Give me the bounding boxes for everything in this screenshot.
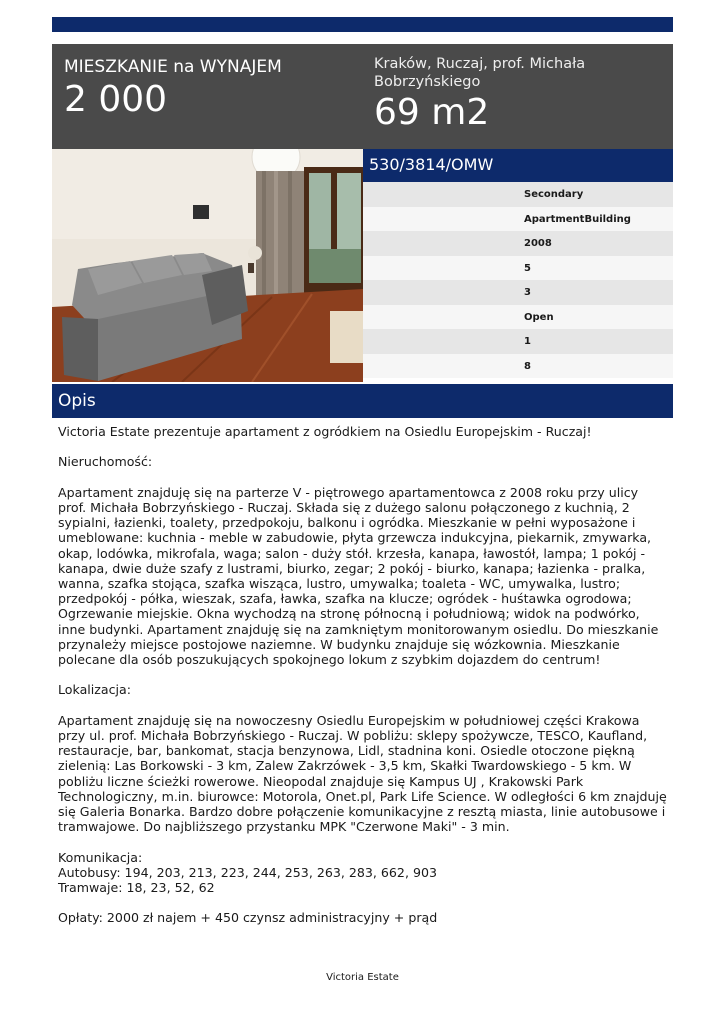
description <box>58 424 668 926</box>
offer-type: MIESZKANIE na WYNAJEM <box>64 57 282 77</box>
bus-lines: Autobusy: 194, 203, 213, 223, 244, 253, 263, 283, 662, 903 <box>58 864 437 880</box>
property-row <box>363 280 673 305</box>
property-value: 5 <box>524 262 531 274</box>
top-accent-bar <box>52 17 673 32</box>
description-intro: Victoria Estate prezentuje apartament z ogródkiem na Osiedlu Europejskim - Ruczaj! <box>58 424 592 439</box>
fees: Opłaty: 2000 zł najem + 450 czynsz administracyjny + prąd <box>58 910 438 926</box>
property-value: ApartmentBuilding <box>524 213 631 225</box>
property-value: 1 <box>524 336 531 347</box>
listing-header <box>52 44 673 149</box>
reference-bar <box>363 149 673 182</box>
location-block <box>374 55 664 133</box>
address: Kraków, Ruczaj, prof. Michała Bobrzyńskiego <box>374 56 586 90</box>
property-value: 2008 <box>524 238 552 249</box>
tram-lines: Tramwaje: 18, 23, 52, 62 <box>58 880 215 896</box>
offer-block <box>64 56 354 120</box>
property-row <box>363 354 673 379</box>
location-heading: Lokalizacja: <box>58 682 131 698</box>
price: 2 000 <box>64 79 168 120</box>
transport-heading: Komunikacja: <box>58 849 143 865</box>
footer-agency: Victoria Estate <box>326 972 399 983</box>
property-heading: Nieruchomość: <box>58 454 153 470</box>
description-section-bar <box>52 384 673 418</box>
reference-number: 530/3814/OMW <box>369 155 494 174</box>
property-value: Open <box>524 311 554 323</box>
property-row <box>363 305 673 330</box>
property-row <box>363 182 673 207</box>
property-row <box>363 207 673 232</box>
apartment-photo <box>52 149 363 382</box>
property-row <box>363 231 673 256</box>
property-row <box>363 256 673 281</box>
location-paragraph: Apartament znajduję się na nowoczesny Osiedlu Europejskim w południowej części Krakowa przy ul. prof. Michała Bobrzyńskiego - Ruczaj. W pobliżu: sklepy spożywcze, TESCO, Kaufland, restauracje, bar, bankomat, stacja benzynowa, Lidl, stadnina koni. Osiedle otoczone piękną zielenią: Las Borkowski - 3 km, Zalew Zakrzówek - 3,5 km, Skałki Twardowskiego - 5 km. W pobliżu liczne ścieżki rowerowe. Nieopodal znajduje się Kampus UJ , Krakowski Park Technologiczny, m.in. biurowce: Motorola, Onet.pl, Park Life Science. W odległości 6 km znajduję się Galeria Bonarka. Bardzo dobre połączenie komunikacyjne z resztą miasta, linie autobusowe i tramwajowe. Do najbliższego przystanku MPK "Czerwone Maki" - 3 min. <box>58 712 667 835</box>
property-value: Secondary <box>524 189 584 200</box>
property-table <box>363 182 673 378</box>
property-paragraph: Apartament znajduję się na parterze V - piętrowego apartamentowca z 2008 roku przy ulicy prof. Michała Bobrzyńskiego - Ruczaj. Składa się z dużego salonu połączonego z kuchnią, 2 sypialni, łazienki, toalety, przedpokoju, balkonu i ogródka. Mieszkanie w pełni wyposażone i umeblowane: kuchnia - meble w zabudowie, płyta grzewcza indukcyjna, piekarnik, zmywarka, okap, lodówka, mikrofala, waga; salon - duży stół. krzesła, kanapa, ławostół, lampa; 1 pokój - kanapa, dwie duże szafy z lustrami, biurko, zegar; 2 pokój - biurko, kanapa; łazienka - pralka, wanna, szafka stojąca, szafka wisząca, lustro, umywalka; toaleta - WC, umywalka, lustro; przedpokój - półka, wieszak, szafa, ławka, szafka na klucze; ogródek - huśtawka ogrodowa; Ogrzewanie miejskie. Okna wychodzą na stronę północną i południową; widok na podwórko, inne budynki. Apartament znajduję się na zamkniętym monitorowanym osiedlu. Do mieszkanie przynależy miejsce postojowe naziemne. W budynku znajduje się wózkownia. Mieszkanie polecane dla osób poszukujących spokojnego lokum z szybkim dojazdem do centrum! <box>58 484 659 668</box>
living-room-image <box>52 149 363 382</box>
property-value: 3 <box>524 287 531 298</box>
property-row <box>363 329 673 354</box>
area: 69 m2 <box>374 92 490 133</box>
property-value: 8 <box>524 360 531 372</box>
section-title: Opis <box>58 391 96 411</box>
